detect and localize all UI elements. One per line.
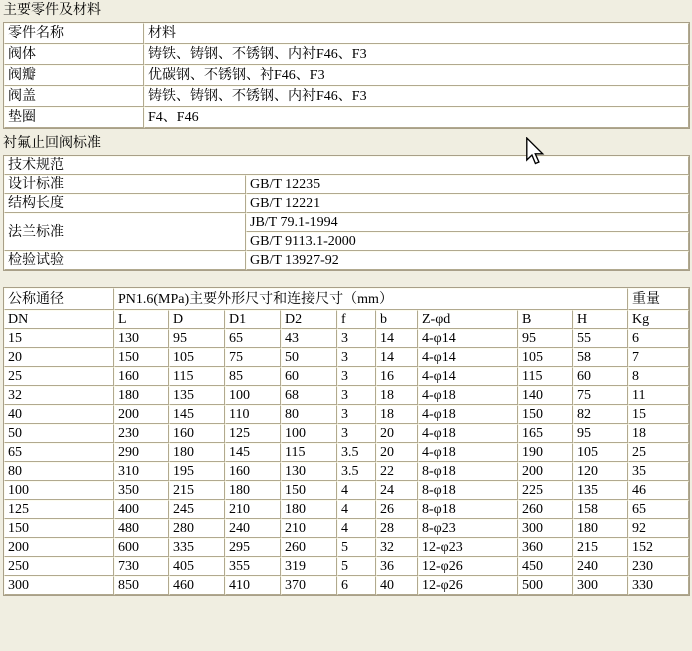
table-cell: 145 xyxy=(169,405,225,424)
table-cell: 100 xyxy=(281,424,337,443)
table-cell: 8-φ18 xyxy=(418,500,518,519)
table-cell: 280 xyxy=(169,519,225,538)
table-cell: 65 xyxy=(4,443,114,462)
table-cell: 75 xyxy=(225,348,281,367)
table-cell: 28 xyxy=(376,519,418,538)
table-cell: 20 xyxy=(376,443,418,462)
table-cell: 400 xyxy=(114,500,169,519)
table-cell: 160 xyxy=(225,462,281,481)
table-cell: 140 xyxy=(518,386,573,405)
table-cell: 180 xyxy=(114,386,169,405)
table-cell: 300 xyxy=(518,519,573,538)
spacer xyxy=(3,271,692,287)
table-cell: 200 xyxy=(4,538,114,557)
table-cell: 145 xyxy=(225,443,281,462)
table-cell: 15 xyxy=(4,329,114,348)
standards-table xyxy=(3,155,690,271)
table-cell: 95 xyxy=(169,329,225,348)
table-cell: 330 xyxy=(628,576,689,595)
column-header-cell: f xyxy=(337,310,376,329)
group-header-cell: PN1.6(MPa)主要外形尺寸和连接尺寸（mm） xyxy=(114,288,628,310)
table-cell: 165 xyxy=(518,424,573,443)
table-cell: 295 xyxy=(225,538,281,557)
table-cell: 40 xyxy=(376,576,418,595)
table-cell: 200 xyxy=(114,405,169,424)
table-cell: 68 xyxy=(281,386,337,405)
table-row xyxy=(4,65,689,86)
table-cell: 200 xyxy=(518,462,573,481)
table-cell: 195 xyxy=(169,462,225,481)
spacer xyxy=(3,129,692,135)
standard-value-cell: GB/T 9113.1-2000 xyxy=(246,232,689,251)
table-row xyxy=(4,443,689,462)
materials-table xyxy=(3,22,690,129)
table-cell: 480 xyxy=(114,519,169,538)
table-cell: 125 xyxy=(4,500,114,519)
table-cell: 130 xyxy=(114,329,169,348)
table-row xyxy=(4,329,689,348)
table-cell: 730 xyxy=(114,557,169,576)
table-cell: 225 xyxy=(518,481,573,500)
dimensions-table xyxy=(3,287,690,596)
table-cell: 500 xyxy=(518,576,573,595)
table-cell: 3 xyxy=(337,329,376,348)
table-cell: 80 xyxy=(4,462,114,481)
table-cell: 4-φ14 xyxy=(418,367,518,386)
table-cell: 290 xyxy=(114,443,169,462)
table-cell: 150 xyxy=(281,481,337,500)
table-cell: 4-φ18 xyxy=(418,405,518,424)
table-row xyxy=(4,386,689,405)
table-cell: 15 xyxy=(628,405,689,424)
dimensions-column-header-row xyxy=(4,310,689,329)
column-header-cell: DN xyxy=(4,310,114,329)
table-cell: 6 xyxy=(628,329,689,348)
table-cell: 4-φ14 xyxy=(418,348,518,367)
table-cell: 11 xyxy=(628,386,689,405)
table-cell: 180 xyxy=(573,519,628,538)
table-cell: 190 xyxy=(518,443,573,462)
table-cell: 370 xyxy=(281,576,337,595)
table-cell: 355 xyxy=(225,557,281,576)
table-cell: 125 xyxy=(225,424,281,443)
table-cell: 5 xyxy=(337,538,376,557)
table-row xyxy=(4,251,689,270)
table-cell: 22 xyxy=(376,462,418,481)
table-cell: 245 xyxy=(169,500,225,519)
table-cell: 4-φ18 xyxy=(418,386,518,405)
table-cell: 阀瓣 xyxy=(4,65,144,86)
table-row xyxy=(4,500,689,519)
table-row xyxy=(4,86,689,107)
standard-label-cell: 结构长度 xyxy=(4,194,246,213)
table-cell: 360 xyxy=(518,538,573,557)
table-cell: 3 xyxy=(337,386,376,405)
column-header-cell: b xyxy=(376,310,418,329)
table-cell: 120 xyxy=(573,462,628,481)
column-header-cell: H xyxy=(573,310,628,329)
table-cell: 20 xyxy=(376,424,418,443)
table-cell: F4、F46 xyxy=(144,107,689,128)
table-row xyxy=(4,557,689,576)
table-row xyxy=(4,576,689,595)
standard-value-cell: JB/T 79.1-1994 xyxy=(246,213,689,232)
table-cell: 32 xyxy=(4,386,114,405)
table-cell: 8-φ18 xyxy=(418,462,518,481)
table-cell: 4 xyxy=(337,519,376,538)
table-cell: 215 xyxy=(169,481,225,500)
table-row xyxy=(4,519,689,538)
table-cell: 335 xyxy=(169,538,225,557)
table-cell: 14 xyxy=(376,329,418,348)
table-cell: 105 xyxy=(573,443,628,462)
table-cell: 65 xyxy=(628,500,689,519)
table-cell: 60 xyxy=(281,367,337,386)
table-cell: 8 xyxy=(628,367,689,386)
table-cell: 50 xyxy=(4,424,114,443)
table-cell: 105 xyxy=(518,348,573,367)
table-cell: 105 xyxy=(169,348,225,367)
table-cell: 35 xyxy=(628,462,689,481)
table-cell: 240 xyxy=(225,519,281,538)
table-cell: 铸铁、铸钢、不锈钢、内衬F46、F3 xyxy=(144,86,689,107)
table-cell: 50 xyxy=(281,348,337,367)
table-cell: 180 xyxy=(225,481,281,500)
column-header-cell: B xyxy=(518,310,573,329)
table-cell: 36 xyxy=(376,557,418,576)
table-cell: 4-φ18 xyxy=(418,424,518,443)
standard-label-cell: 设计标准 xyxy=(4,175,246,194)
table-cell: 150 xyxy=(518,405,573,424)
table-cell: 230 xyxy=(628,557,689,576)
table-cell: 43 xyxy=(281,329,337,348)
table-cell: 铸铁、铸钢、不锈钢、内衬F46、F3 xyxy=(144,44,689,65)
table-cell: 18 xyxy=(376,386,418,405)
standard-label-cell: 法兰标准 xyxy=(4,213,246,251)
table-cell: 阀盖 xyxy=(4,86,144,107)
column-header-cell: D2 xyxy=(281,310,337,329)
table-cell: 260 xyxy=(518,500,573,519)
table-cell: 18 xyxy=(628,424,689,443)
table-cell: 115 xyxy=(169,367,225,386)
table-row xyxy=(4,538,689,557)
table-cell: 150 xyxy=(4,519,114,538)
table-cell: 26 xyxy=(376,500,418,519)
column-header-cell: 零件名称 xyxy=(4,23,144,44)
table-cell: 158 xyxy=(573,500,628,519)
table-cell: 410 xyxy=(225,576,281,595)
table-cell: 95 xyxy=(518,329,573,348)
column-header-cell: D xyxy=(169,310,225,329)
table-cell: 600 xyxy=(114,538,169,557)
table-cell: 250 xyxy=(4,557,114,576)
table-cell: 6 xyxy=(337,576,376,595)
table-cell: 215 xyxy=(573,538,628,557)
table-row xyxy=(4,107,689,128)
table-cell: 3.5 xyxy=(337,462,376,481)
table-cell: 12-φ26 xyxy=(418,576,518,595)
standards-section-title: 衬氟止回阀标准 xyxy=(3,136,101,151)
table-cell: 垫圈 xyxy=(4,107,144,128)
table-cell: 310 xyxy=(114,462,169,481)
table-cell: 3 xyxy=(337,405,376,424)
table-row xyxy=(4,194,689,213)
table-row xyxy=(4,213,689,232)
table-cell: 450 xyxy=(518,557,573,576)
table-cell: 100 xyxy=(225,386,281,405)
table-cell: 25 xyxy=(4,367,114,386)
table-cell: 24 xyxy=(376,481,418,500)
table-cell: 115 xyxy=(281,443,337,462)
table-cell: 46 xyxy=(628,481,689,500)
table-cell: 460 xyxy=(169,576,225,595)
table-cell: 150 xyxy=(114,348,169,367)
table-cell: 850 xyxy=(114,576,169,595)
table-cell: 152 xyxy=(628,538,689,557)
table-row xyxy=(4,175,689,194)
column-header-cell: L xyxy=(114,310,169,329)
table-cell: 4-φ14 xyxy=(418,329,518,348)
table-cell: 3 xyxy=(337,367,376,386)
table-row xyxy=(4,348,689,367)
materials-header-row xyxy=(4,23,689,44)
table-cell: 350 xyxy=(114,481,169,500)
table-cell: 32 xyxy=(376,538,418,557)
table-cell: 5 xyxy=(337,557,376,576)
table-cell: 7 xyxy=(628,348,689,367)
group-header-cell: 公称通径 xyxy=(4,288,114,310)
table-row xyxy=(4,462,689,481)
table-cell: 60 xyxy=(573,367,628,386)
table-cell: 4-φ18 xyxy=(418,443,518,462)
table-row xyxy=(4,44,689,65)
table-cell: 160 xyxy=(169,424,225,443)
standards-section-header-row xyxy=(4,156,689,175)
table-cell: 16 xyxy=(376,367,418,386)
table-cell: 135 xyxy=(573,481,628,500)
table-cell: 12-φ26 xyxy=(418,557,518,576)
table-cell: 260 xyxy=(281,538,337,557)
standard-value-cell: GB/T 13927-92 xyxy=(246,251,689,270)
standard-label-cell: 检验试验 xyxy=(4,251,246,270)
materials-section-title: 主要零件及材料 xyxy=(3,3,101,18)
table-cell: 8-φ18 xyxy=(418,481,518,500)
table-cell: 300 xyxy=(4,576,114,595)
table-cell: 180 xyxy=(169,443,225,462)
table-cell: 85 xyxy=(225,367,281,386)
table-cell: 4 xyxy=(337,500,376,519)
group-header-cell: 重量 xyxy=(628,288,689,310)
table-cell: 130 xyxy=(281,462,337,481)
table-cell: 110 xyxy=(225,405,281,424)
table-cell: 12-φ23 xyxy=(418,538,518,557)
standard-value-cell: GB/T 12221 xyxy=(246,194,689,213)
table-cell: 20 xyxy=(4,348,114,367)
table-cell: 82 xyxy=(573,405,628,424)
table-row xyxy=(4,405,689,424)
column-header-cell: D1 xyxy=(225,310,281,329)
table-cell: 100 xyxy=(4,481,114,500)
table-cell: 240 xyxy=(573,557,628,576)
section-header-cell: 技术规范 xyxy=(4,156,689,175)
table-cell: 160 xyxy=(114,367,169,386)
table-cell: 95 xyxy=(573,424,628,443)
table-cell: 210 xyxy=(225,500,281,519)
table-row xyxy=(4,481,689,500)
column-header-cell: Kg xyxy=(628,310,689,329)
table-cell: 405 xyxy=(169,557,225,576)
table-cell: 115 xyxy=(518,367,573,386)
table-cell: 135 xyxy=(169,386,225,405)
table-cell: 92 xyxy=(628,519,689,538)
standard-value-cell: GB/T 12235 xyxy=(246,175,689,194)
table-row xyxy=(4,367,689,386)
column-header-cell: Z-φd xyxy=(418,310,518,329)
table-cell: 210 xyxy=(281,519,337,538)
column-header-cell: 材料 xyxy=(144,23,689,44)
table-cell: 55 xyxy=(573,329,628,348)
table-cell: 319 xyxy=(281,557,337,576)
table-cell: 优碳钢、不锈钢、衬F46、F3 xyxy=(144,65,689,86)
table-cell: 3 xyxy=(337,424,376,443)
table-cell: 3 xyxy=(337,348,376,367)
table-cell: 180 xyxy=(281,500,337,519)
table-cell: 80 xyxy=(281,405,337,424)
table-cell: 75 xyxy=(573,386,628,405)
table-cell: 3.5 xyxy=(337,443,376,462)
table-cell: 25 xyxy=(628,443,689,462)
table-cell: 40 xyxy=(4,405,114,424)
table-cell: 230 xyxy=(114,424,169,443)
dimensions-group-header-row xyxy=(4,288,689,310)
table-row xyxy=(4,424,689,443)
table-cell: 14 xyxy=(376,348,418,367)
table-cell: 18 xyxy=(376,405,418,424)
table-cell: 8-φ23 xyxy=(418,519,518,538)
table-cell: 4 xyxy=(337,481,376,500)
table-cell: 58 xyxy=(573,348,628,367)
table-cell: 阀体 xyxy=(4,44,144,65)
table-cell: 65 xyxy=(225,329,281,348)
table-cell: 300 xyxy=(573,576,628,595)
